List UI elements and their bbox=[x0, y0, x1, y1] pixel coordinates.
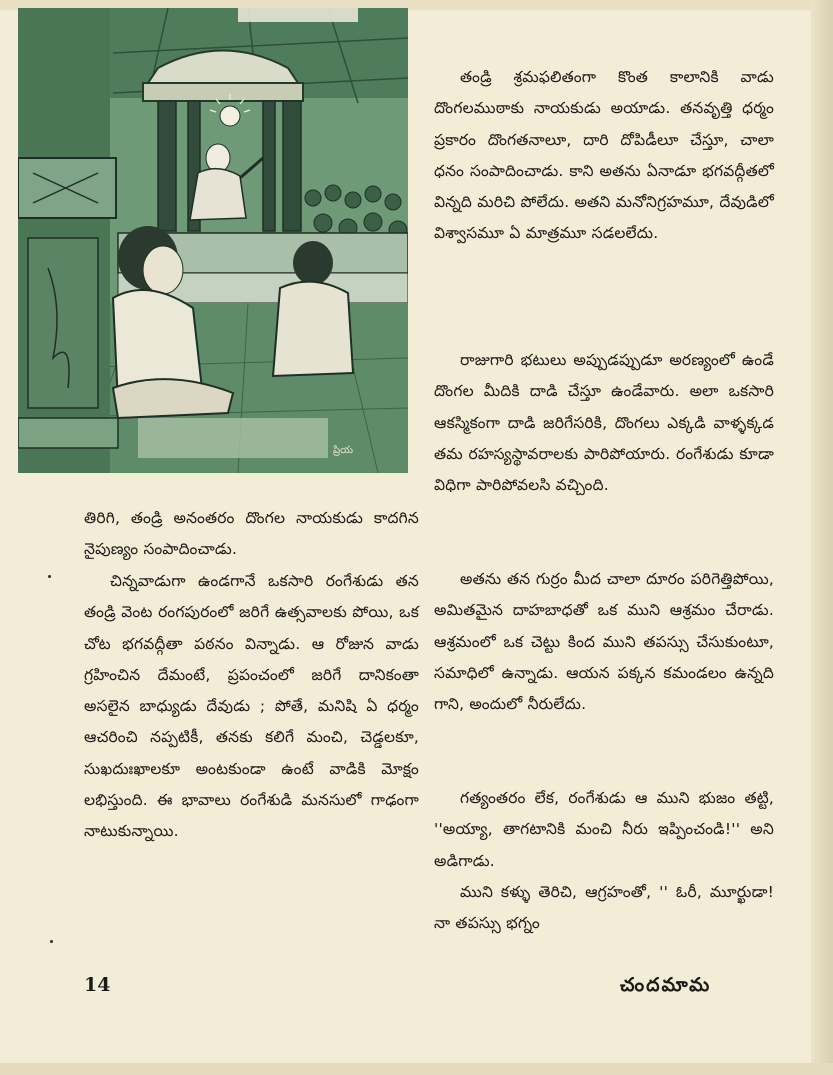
left-column-para-2: చిన్నవాడుగా ఉండగానే ఒకసారి రంగేశుడు తన తండ్రి వెంట రంగపురంలో జరిగే ఉత్సవాలకు పోయి, ఒక చోట భగవద్గీతా పఠనం విన్నాడు. ఆ రోజున వాడు గ్రహించిన దేమంటే, ప్రపంచంలో జరిగే దానికంతా అసలైన బాధ్యుడు దేవుడు ; పోతే, మనిషి ఏ ధర్మం ఆచరించి నప్పటికీ, తనకు కలిగే మంచి, చెడ్డలకూ, సుఖదుఃఖాలకూ అంటకుండా ఉంటే వాడికి మోక్షం లభిస్తుంది. ఈ భావాలు రంగేశుడి మనసులో గాఢంగా నాటుకున్నాయి. bbox=[84, 572, 419, 841]
left-column-para-1: తిరిగి, తండ్రి అనంతరం దొంగల నాయకుడు కాదగిన నైపుణ్యం సంపాదించాడు. bbox=[84, 509, 419, 559]
right-column-para-4: గత్యంతరం లేక, రంగేశుడు ఆ ముని భుజం తట్టి, ''అయ్యా, తాగటానికి మంచి నీరు ఇప్పించండి!'' అని అడిగాడు. bbox=[434, 789, 774, 870]
right-column-para-5: ముని కళ్ళు తెరిచి, ఆగ్రహంతో, '' ఓరీ, మూర్ఖుడా! నా తపస్సు భగ్నం bbox=[434, 883, 774, 933]
story-illustration bbox=[18, 8, 408, 473]
page-edge bbox=[811, 0, 833, 1075]
right-column-para-1: తండ్రి శ్రమఫలితంగా కొంత కాలానికి వాడు దొంగలముఠాకు నాయకుడు అయాడు. తనవృత్తి ధర్మం ప్రకారం దొంగతనాలూ, దారి దోపిడీలూ చేస్తూ, చాలా ధనం సంపాదించాడు. కాని అతను ఏనాడూ భగవద్గీతలో విన్నది మరిచి పోలేదు. అతని మనోనిగ్రహమూ, దేవుడిలో విశ్వాసమూ ఏ మాత్రమూ సడలలేదు. bbox=[434, 68, 774, 243]
magazine-title: చందమామ bbox=[620, 974, 712, 996]
right-column-para-2: రాజుగారి భటులు అప్పుడప్పుడూ అరణ్యంలో ఉండే దొంగల మీదికి దాడి చేస్తూ ఉండేవారు. అలా ఒకసారి ఆకస్మికంగా దాడి జరిగేసరికి, దొంగలు ఎక్కడి వాళ్ళక్కడ తమ రహస్యస్థావరాలకు పారిపోయారు. రంగేశుడు కూడా విధిగా పారిపోవలసి వచ్చింది. bbox=[434, 351, 774, 495]
margin-mark bbox=[48, 575, 51, 578]
page-number: 14 bbox=[84, 974, 111, 996]
illustrator-signature: ప్రియ bbox=[333, 445, 353, 456]
margin-mark bbox=[50, 940, 53, 943]
right-column-para-3: అతను తన గుర్రం మీద చాలా దూరం పరిగెత్తిపోయి, అమితమైన దాహబాధతో ఒక ముని ఆశ్రమం చేరాడు. ఆశ్రమంలో ఒక చెట్టు కింద ముని తపస్సు చేసుకుంటూ, సమాధిలో ఉన్నాడు. ఆయన పక్కన కమండలం ఉన్నది గాని, అందులో నీరులేదు. bbox=[434, 570, 774, 714]
page-edge bbox=[0, 1063, 833, 1075]
